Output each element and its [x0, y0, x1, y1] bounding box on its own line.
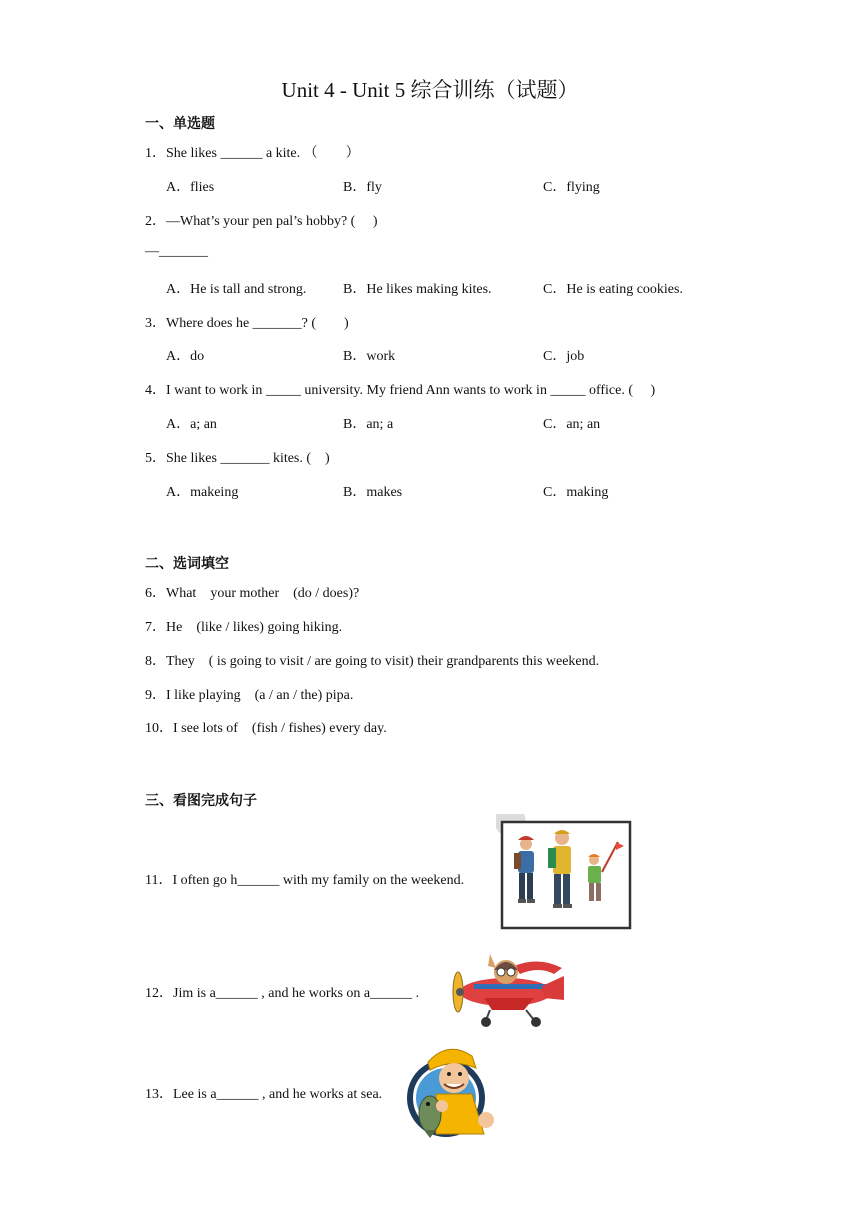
question-13: 13．Lee is a______ , and he works at sea.	[145, 1087, 383, 1102]
question-4-option-c: C．an; an	[543, 417, 601, 432]
hiking-family-picture	[496, 814, 632, 930]
page-title: Unit 4 - Unit 5 综合训练（试题）	[281, 78, 579, 102]
question-1-option-a: A．flies	[166, 180, 215, 195]
question-11: 11．I often go h______ with my family on the weekend.	[145, 873, 465, 888]
section-heading-picture-sentences: 三、看图完成句子	[145, 793, 257, 809]
question-3: 3．Where does he _______? ( )	[145, 316, 349, 331]
question-1-option-b: B．fly	[343, 180, 382, 195]
section-heading-word-choice: 二、选词填空	[145, 556, 229, 572]
question-8: 8．They ( is going to visit / are going to visit) their grandparents this weekend.	[145, 654, 600, 669]
question-2-option-b: B．He likes making kites.	[343, 282, 492, 297]
question-4-option-a: A．a; an	[166, 417, 217, 432]
question-3-option-a: A．do	[166, 349, 205, 364]
question-2: 2．—What’s your pen pal’s hobby? ( )	[145, 214, 378, 229]
question-2-option-c: C．He is eating cookies.	[543, 282, 683, 297]
pilot-airplane-picture	[444, 946, 568, 1030]
question-3-option-c: C．job	[543, 349, 585, 364]
question-2-answer-line: —_______	[145, 244, 208, 259]
fisherman-picture	[406, 1042, 498, 1140]
question-12: 12．Jim is a______ , and he works on a______ .	[145, 986, 420, 1001]
question-10: 10．I see lots of (fish / fishes) every day.	[145, 721, 387, 736]
question-2-option-a: A．He is tall and strong.	[166, 282, 307, 297]
question-9: 9．I like playing (a / an / the) pipa.	[145, 688, 354, 703]
question-1-option-c: C．flying	[543, 180, 600, 195]
section-heading-single-choice: 一、单选题	[145, 116, 215, 132]
question-5-option-a: A．makeing	[166, 485, 239, 500]
question-5-option-c: C．making	[543, 485, 609, 500]
question-5-option-b: B．makes	[343, 485, 403, 500]
question-4: 4．I want to work in _____ university. My friend Ann wants to work in _____ office. ( )	[145, 383, 656, 398]
question-1: 1．She likes ______ a kite. （ ）	[145, 146, 360, 161]
question-7: 7．He (like / likes) going hiking.	[145, 620, 343, 635]
question-3-option-b: B．work	[343, 349, 396, 364]
question-6: 6．What your mother (do / does)?	[145, 586, 360, 601]
question-4-option-b: B．an; a	[343, 417, 394, 432]
question-5: 5．She likes _______ kites. ( )	[145, 451, 330, 466]
